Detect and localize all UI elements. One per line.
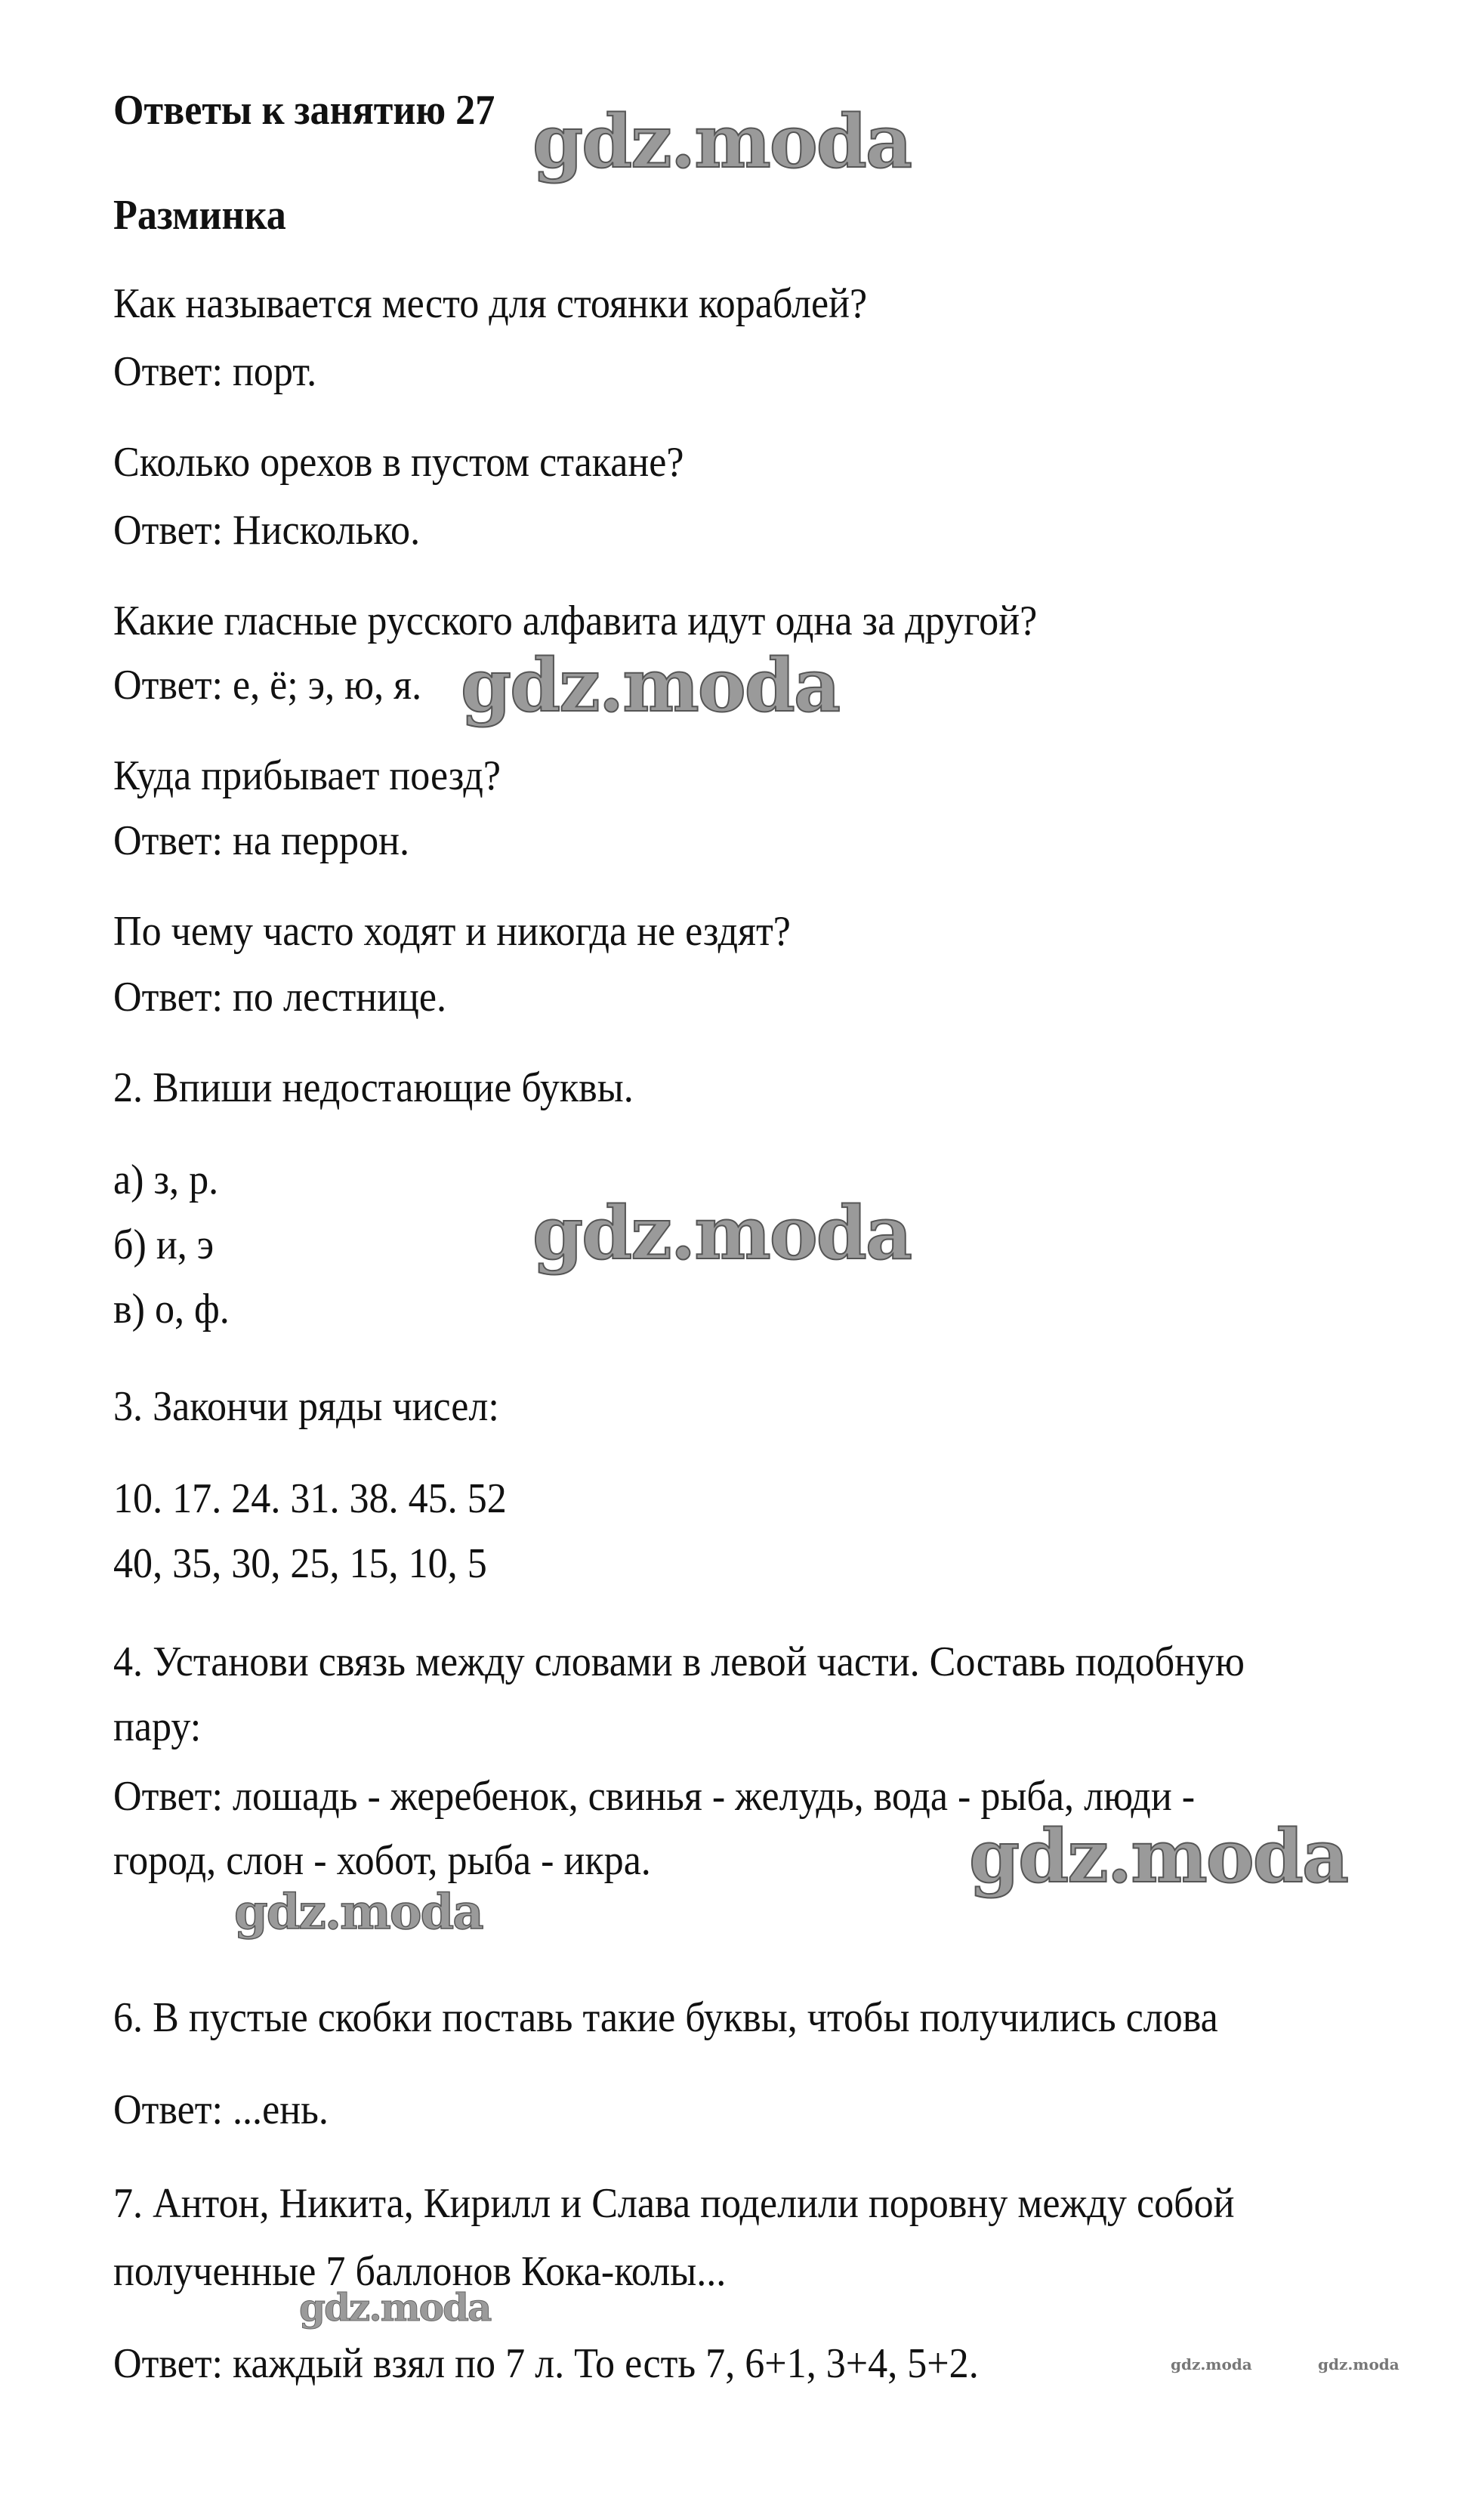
riddle-answer: Ответ: порт. <box>113 348 317 395</box>
riddle-question: По чему часто ходят и никогда не ездят? <box>113 908 791 955</box>
section-heading: Разминка <box>113 192 286 239</box>
task3-title: 3. Закончи ряды чисел: <box>113 1383 499 1430</box>
riddle-question: Как называется место для стоянки кораблей? <box>113 280 868 327</box>
watermark: gdz.moda <box>532 1191 912 1276</box>
riddle-answer: Ответ: по лестнице. <box>113 974 446 1021</box>
task3-line: 10. 17. 24. 31. 38. 45. 52 <box>113 1475 507 1522</box>
task2-line: б) и, э <box>113 1221 214 1268</box>
page-title: Ответы к занятию 27 <box>113 87 495 134</box>
watermark: gdz.moda <box>1171 2355 1252 2373</box>
task4-line: город, слон - хобот, рыба - икра. <box>113 1837 651 1884</box>
task4-line: пару: <box>113 1703 202 1750</box>
riddle-question: Какие гласные русского алфавита идут одна за другой? <box>113 598 1038 644</box>
watermark: gdz.moda <box>532 99 912 184</box>
task2-title: 2. Впиши недостающие буквы. <box>113 1064 634 1111</box>
watermark: gdz.moda <box>234 1884 483 1941</box>
task4-line: 4. Установи связь между словами в левой части. Составь подобную <box>113 1638 1245 1685</box>
task2-line: в) о, ф. <box>113 1286 230 1333</box>
watermark: gdz.moda <box>299 2285 491 2330</box>
task4-line: Ответ: лошадь - жеребенок, свинья - желудь, вода - рыба, люди - <box>113 1773 1196 1820</box>
task6-title: 6. В пустые скобки поставь такие буквы, чтобы получились слова <box>113 1994 1218 2041</box>
watermark: gdz.moda <box>461 643 840 728</box>
task3-line: 40, 35, 30, 25, 15, 10, 5 <box>113 1540 487 1587</box>
riddle-answer: Ответ: Нисколько. <box>113 507 421 554</box>
riddle-question: Сколько орехов в пустом стакане? <box>113 439 684 486</box>
watermark: gdz.moda <box>1318 2355 1399 2373</box>
task2-line: а) з, р. <box>113 1157 219 1203</box>
task7-line: 7. Антон, Никита, Кирилл и Слава поделили поровну между собой <box>113 2180 1235 2227</box>
riddle-answer: Ответ: е, ё; э, ю, я. <box>113 662 422 709</box>
riddle-question: Куда прибывает поезд? <box>113 752 501 799</box>
task6-answer: Ответ: ...ень. <box>113 2086 329 2133</box>
task7-line: полученные 7 баллонов Кока-колы... <box>113 2248 727 2295</box>
watermark: gdz.moda <box>969 1814 1348 1899</box>
task7-answer: Ответ: каждый взял по 7 л. То есть 7, 6+1, 3+4, 5+2. <box>113 2340 979 2387</box>
riddle-answer: Ответ: на перрон. <box>113 817 410 864</box>
